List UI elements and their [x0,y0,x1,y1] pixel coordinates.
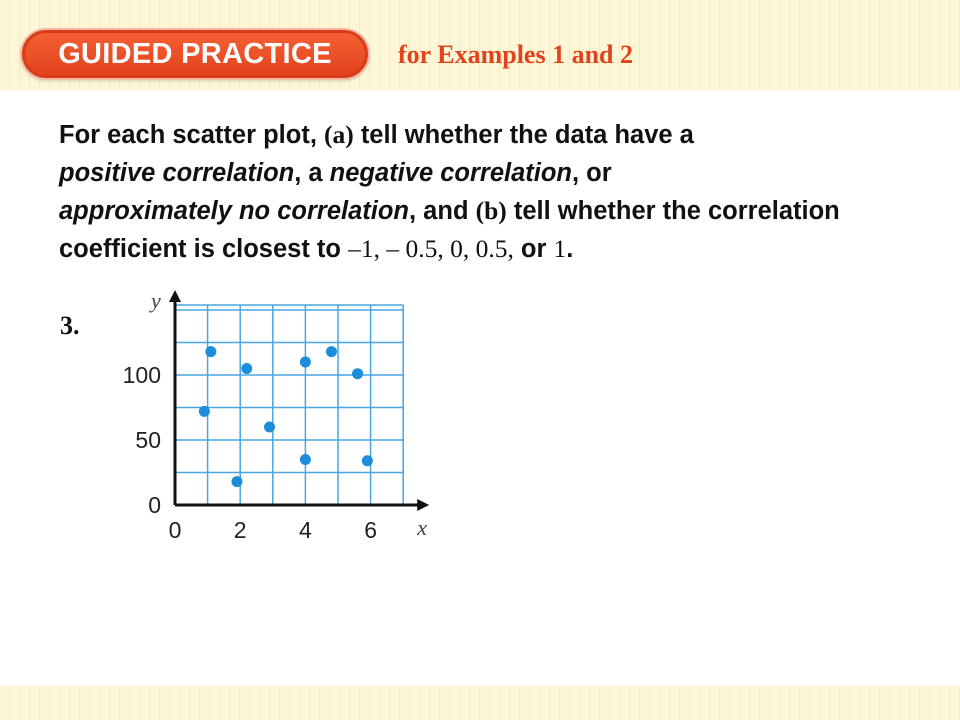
instructions-text [59,116,919,268]
part-b-marker: (b) [475,196,507,225]
x-axis-label: x [417,515,427,540]
x-tick-label: 2 [233,517,247,543]
x-tick-label: 6 [364,517,377,543]
examples-subtitle: for Examples 1 and 2 [398,40,633,69]
instructions-part-5: , and [409,197,476,225]
data-point [264,422,275,433]
data-point [326,346,337,357]
data-point [352,368,363,379]
y-axis-arrow [169,290,181,302]
data-point [300,454,311,465]
data-point [205,346,216,357]
problem-number: 3. [60,311,80,340]
instructions-part-3: , a [294,159,330,187]
data-point [199,406,210,417]
negative-correlation-term: negative correlation [329,159,572,187]
data-point [231,476,242,487]
part-a-marker: (a) [324,120,354,149]
footer-band [0,686,960,720]
y-tick-label: 0 [148,492,161,518]
instructions-part-7: or [513,235,554,263]
instructions-part-6: tell whether the correlation coefficient is closest to [59,197,840,263]
guided-practice-badge: GUIDED PRACTICE [22,30,368,78]
y-tick-label: 100 [122,362,161,388]
y-tick-label: 50 [135,427,161,453]
instructions-part-8: . [566,235,574,263]
instructions-part-2: tell whether the data have a [353,121,694,149]
instructions-part-1: For each scatter plot, [59,121,324,149]
y-axis-label: y [151,288,161,313]
x-tick-label: 0 [168,517,182,543]
coefficient-one: 1 [553,234,567,263]
instructions-part-4: , or [572,159,612,187]
data-point [241,363,252,374]
x-axis-arrow [417,499,429,511]
x-tick-label: 4 [299,517,312,543]
data-point [300,357,311,368]
data-point [362,455,373,466]
positive-correlation-term: positive correlation [59,159,295,187]
coefficient-values: –1, – 0.5, 0, 0.5, [348,234,514,263]
scatter-plot [110,288,427,558]
no-correlation-term: approximately no correlation [59,197,410,225]
